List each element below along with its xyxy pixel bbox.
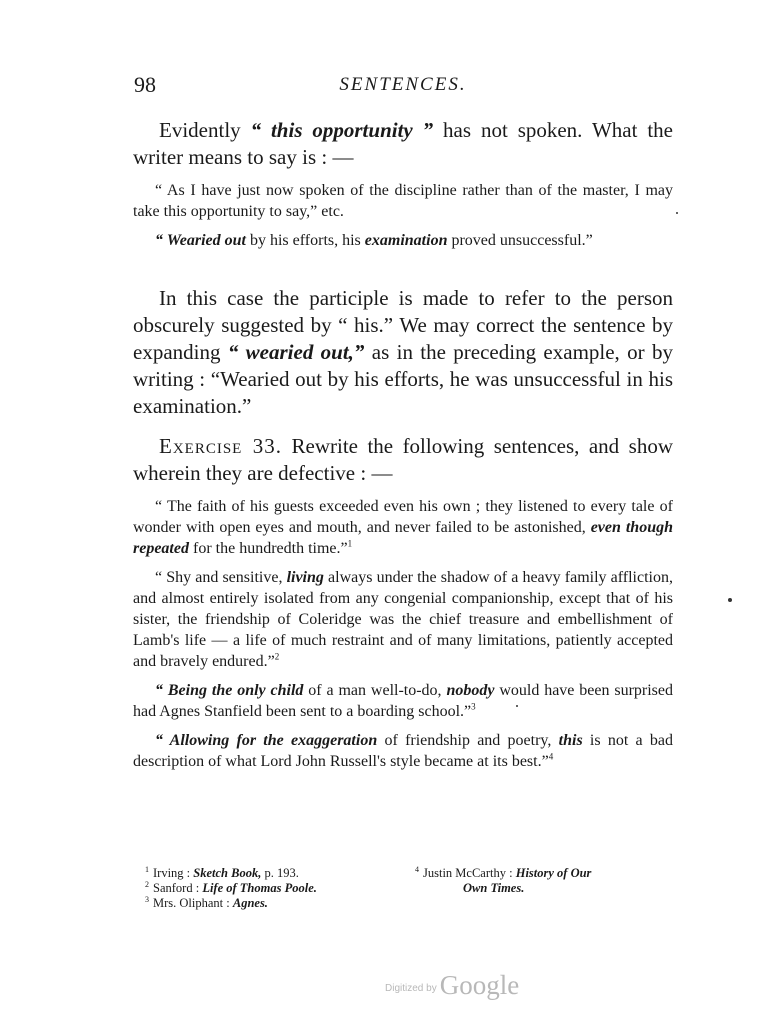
footnote-4 xyxy=(415,866,665,881)
footnote-1 xyxy=(145,866,410,881)
footnote-3 xyxy=(145,896,410,911)
footnote-author: Mrs. Oliphant : xyxy=(153,896,233,910)
footnote-2 xyxy=(145,881,410,896)
emphasis: even though repeated xyxy=(133,519,673,557)
paragraph-in-this-case xyxy=(133,285,673,420)
text: of friendship and poetry, xyxy=(377,732,559,749)
exercise-sentence-1 xyxy=(133,496,673,559)
footnotes-right-column xyxy=(415,866,665,896)
footnote-work: Life of Thomas Poole. xyxy=(202,881,317,895)
text: always under the shadow of a heavy family affliction, and almost entirely isolated from any congenial companionship, except that of his sister, the friendship of Coleridge was the chief treasure and embellishment of Lamb's life — a life of much restraint and of many limitations, patiently accepted and bravely endured.” xyxy=(133,569,673,670)
quote-block-1 xyxy=(133,180,673,259)
text: In this case the participle is made to refer to the person obscurely suggested by “ his.” We may correct the sentence by expanding xyxy=(133,286,673,364)
text: proved unsuccessful.” xyxy=(447,232,593,249)
text: “ As I have just now spoken of the discipline rather than of the master, I may take this opportunity to say,” etc. xyxy=(133,182,673,220)
quote-as-i-have xyxy=(133,180,673,222)
text: has not spoken. What the writer means to say is : — xyxy=(133,118,673,169)
exercise-label: Exercise 33. xyxy=(159,434,283,458)
footnote-ref: 1 xyxy=(347,538,353,549)
watermark-caption: Digitized by xyxy=(385,983,437,994)
footnote-rest: p. 193. xyxy=(261,866,299,880)
footnote-work: History of Our xyxy=(515,866,592,880)
emphasis: this xyxy=(558,732,583,749)
text: as in the preceding example, or by writing : “Wearied out by his efforts, he was unsuccessful in his examination.” xyxy=(133,340,673,418)
footnote-ref: 3 xyxy=(471,701,476,712)
footnote-ref: 2 xyxy=(274,651,280,662)
exercise-sentence-4 xyxy=(133,730,673,772)
text: of a man well-to-do, xyxy=(303,682,447,699)
quote-wearied-out xyxy=(133,230,673,251)
text: Evidently xyxy=(159,118,251,142)
exercise-heading xyxy=(133,433,673,487)
emphasis: “ Being the only child xyxy=(155,682,304,699)
page-header xyxy=(134,72,672,100)
footnote-number: 4 xyxy=(415,864,419,874)
footnote-author: Justin McCarthy : xyxy=(423,866,516,880)
footnote-author: Sanford : xyxy=(153,881,203,895)
footnote-number: 3 xyxy=(145,894,149,904)
exercise-sentences xyxy=(133,496,673,780)
paragraph-evidently xyxy=(133,117,673,171)
ink-speck xyxy=(676,212,678,214)
exercise-sentence-3 xyxy=(133,680,673,722)
page-number: 98 xyxy=(134,72,156,97)
text: by his efforts, his xyxy=(245,232,365,249)
text: for the hundredth time.” xyxy=(188,540,348,557)
text: would have been surprised had Agnes Stanfield been sent to a boarding school.” xyxy=(133,682,674,720)
footnote-number: 1 xyxy=(145,864,149,874)
text: Rewrite the following sentences, and show wherein they are defective : — xyxy=(133,434,673,485)
footnote-4-continued xyxy=(415,881,665,896)
footnote-work: Agnes. xyxy=(232,896,268,910)
footnote-number: 2 xyxy=(145,879,149,889)
exercise-sentence-2 xyxy=(133,567,673,672)
emphasis: examination xyxy=(364,232,448,249)
text: “ Shy and sensitive, xyxy=(155,569,287,586)
footnote-ref: 4 xyxy=(548,751,554,762)
ink-speck xyxy=(728,598,732,602)
emphasis: “ Allowing for the exaggeration xyxy=(155,732,378,749)
running-head: SENTENCES. xyxy=(339,74,467,95)
emphasis: “ wearied out,” xyxy=(227,340,365,364)
footnotes-left-column xyxy=(145,866,410,911)
emphasis: “ this opportunity ” xyxy=(250,118,434,142)
footnote-work: Own Times. xyxy=(463,881,525,895)
text: “ The faith of his guests exceeded even his own ; they listened to every tale of wonder with open eyes and mouth, and never failed to be astonished, xyxy=(133,498,673,536)
google-watermark xyxy=(385,970,519,1001)
emphasis: nobody xyxy=(446,682,495,699)
emphasis: living xyxy=(286,569,324,586)
google-logo: Google xyxy=(439,970,520,1000)
text: is not a bad description of what Lord John Russell's style became at its best.” xyxy=(133,732,674,770)
ink-speck xyxy=(516,705,518,707)
footnote-author: Irving : xyxy=(153,866,194,880)
emphasis: “ Wearied out xyxy=(155,232,246,249)
footnote-work: Sketch Book, xyxy=(193,866,262,880)
